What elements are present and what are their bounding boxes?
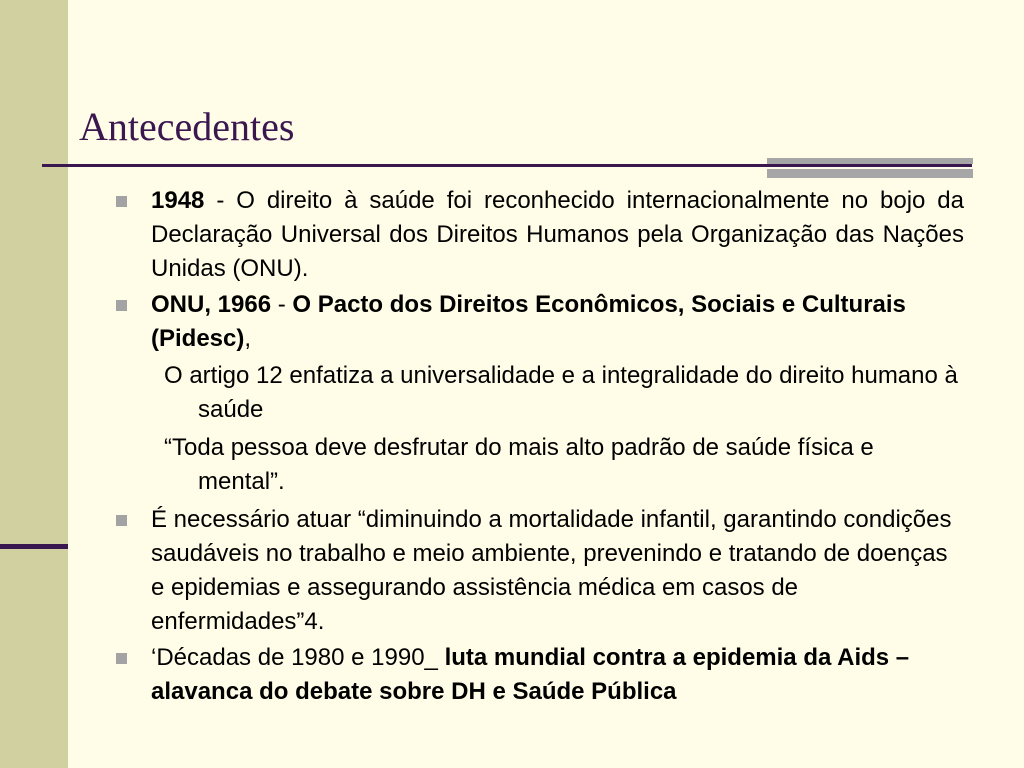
bullet-text: É necessário atuar “diminuindo a mortalidade infantil, garantindo condições saudáveis no trabalho e meio ambiente, prevenindo e tratando de doenças e epidemias e assegurando assistência médica em casos de enfermidades”4.: [151, 506, 952, 635]
bullet-tail: ,: [244, 325, 252, 352]
bullet-square-icon: [116, 300, 127, 311]
bullet-onu-1966: [116, 288, 964, 356]
title-underline: [42, 164, 972, 167]
bullet-text: ‘Décadas de 1980 e 1990_: [151, 644, 445, 671]
bullet-bold-title: O Pacto dos Direitos Econômicos, Sociais e Culturais (Pidesc): [151, 291, 906, 352]
sub-item-quote: “Toda pessoa deve desfrutar do mais alto padrão de saúde física e mental”.: [164, 434, 874, 495]
sub-item-artigo-12: O artigo 12 enfatiza a universalidade e a integralidade do direito humano à saúde: [164, 362, 958, 423]
bullet-square-icon: [116, 515, 127, 526]
decorative-bar-top: [767, 158, 973, 164]
slide-body: [116, 184, 964, 711]
bullet-square-icon: [116, 653, 127, 664]
bullet-square-icon: [116, 196, 127, 207]
bullet-1948: [116, 184, 964, 286]
bullet-lead: 1948: [151, 187, 205, 214]
side-band: [0, 0, 68, 768]
slide-title: Antecedentes: [79, 104, 295, 149]
bullet-lead: ONU, 1966: [151, 291, 272, 318]
bullet-decadas: [116, 641, 964, 709]
decorative-bar-bottom: [767, 169, 973, 178]
bullet-text: - O direito à saúde foi reconhecido internacionalmente no bojo da Declaração Universal dos Direitos Humanos pela Organização das Nações Unidas (ONU).: [151, 187, 964, 282]
side-band-accent: [0, 544, 68, 549]
bullet-bold-tail: luta mundial contra a epidemia da Aids – alavanca do debate sobre DH e Saúde Pública: [151, 644, 910, 705]
bullet-separator: -: [271, 291, 293, 318]
bullet-mortalidade: [116, 503, 964, 639]
